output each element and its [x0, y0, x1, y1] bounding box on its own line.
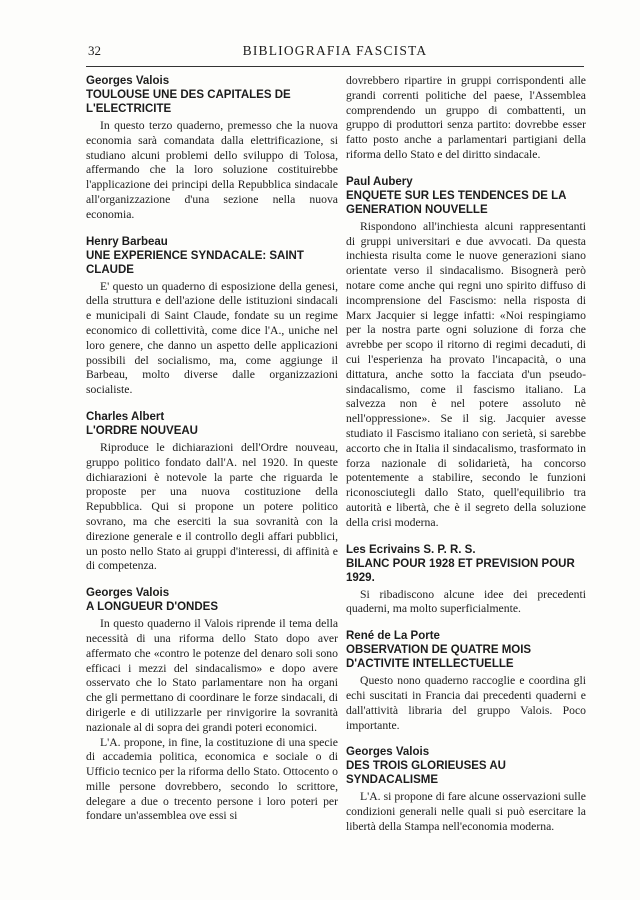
- entry-paragraph: L'A. si propone di fare alcune osservazioni sulle condizioni generali nelle quali si può esercitare la libertà della Stampa nell'economia moderna.: [346, 790, 586, 833]
- entry-author: Georges Valois: [346, 746, 430, 759]
- entry-title: L'ORDRE NOUVEAU: [86, 424, 198, 437]
- entry-paragraph: In questo terzo quaderno, premesso che la nuova economia sarà comandata dalla elettrificazione, si studiano alcuni problemi dello sviluppo di Tolosa, affermando che la loro soluzione costituirebbe l'applicazione dei principi della Repubblica sindacale all'organizzazione d'una sezione nella nuova economia.: [86, 119, 338, 221]
- entry-title: OBSERVATION DE QUATRE MOIS D'ACTIVITE INTELLECTUELLE: [346, 644, 532, 671]
- entry-author: René de La Porte: [346, 630, 440, 643]
- entry-title: UNE EXPERIENCE SYNDACALE: SAINT CLAUDE: [86, 249, 304, 276]
- entry-author: Georges Valois: [86, 75, 170, 87]
- entry-title: DES TROIS GLORIEUSES AU SYNDACALISME: [346, 760, 506, 787]
- review-entry: [86, 74, 338, 223]
- spacer: [346, 163, 586, 175]
- review-entry: [346, 175, 586, 531]
- review-entry: [86, 235, 338, 398]
- page-header: [88, 43, 582, 63]
- left-column: [86, 74, 338, 836]
- entry-paragraph: In questo quaderno il Valois riprende il tema della necessità di una riforma dello Stato dopo aver affermato che «contro le potenze del denaro soli sono efficaci i mezzi del sindacalismo» e dopo avere osservato che lo Stato parlamentare non ha organi che gli permettano di coordinare le forze sindacali, di dirigerle e di utilizzarle per rinvigorire la sovranità nazionale al di sopra dei grandi poteri economici.: [86, 617, 338, 734]
- running-title: BIBLIOGRAFIA FASCISTA: [242, 43, 428, 58]
- page-number: 32: [88, 43, 101, 58]
- entry-title: TOULOUSE UNE DES CAPITALES DE L'ELECTRICITE: [86, 89, 291, 115]
- entry-author: Georges Valois: [86, 587, 170, 600]
- entry-author: Henry Barbeau: [86, 235, 168, 248]
- entry-paragraph: L'A. propone, in fine, la costituzione di una specie di accademia politica, economica e sociale o di Ufficio tecnico per la riforma dello Stato. Ottocento o mille persone dovrebbero, secondo lo scrittore, delegare a due o trecento persone i loro poteri per fondare un'assemblea ove essi si: [86, 735, 338, 823]
- entry-paragraph: E' questo un quaderno di esposizione della genesi, della struttura e dell'azione delle istituzioni sindacali e municipali di Saint Claude, fondate su un regime economico di collettività, come dice l'A., uniche nel loro genere, che danno un aspetto delle applicazioni possibili del socialismo, ma, come aggiunge il Barbeau, molto diverse dalle organizzazioni socialiste.: [86, 279, 338, 397]
- entry-paragraph: Questo nono quaderno raccoglie e coordina gli echi suscitati in Francia dai precedenti quaderni e dall'attività libraria del gruppo Valois. Poco importante.: [346, 674, 586, 732]
- review-entry: [86, 586, 338, 824]
- entry-author: Paul Aubery: [346, 175, 413, 188]
- entry-paragraph: Rispondono all'inchiesta alcuni rappresentanti di gruppi universitari e due avvocati. Da questa inchiesta risulta come le nuove generazioni siano orientate verso il sindacalismo. Bisognerà però notare come anche qui regni uno spirito diffuso di incomprensione del Fascismo: nella risposta di Marx Jacquier si legge infatti: «Noi respingiamo per la nostra parte ogni soluzione di forza che avrebbe per scopo il ritorno di regimi decaduti, di cui l'esperienza ha provato l'incapacità, o una dittatura, anche sotto la facciata d'un pseudo-sindacalismo, come il fascismo italiano. La salvezza non è nel potere assoluto nè nell'oppressione». Se il sig. Jacquier avesse studiato il Fascismo italiano con serietà, si sarebbe accorto che in Italia il sindacalismo, trasformato in forza nazionale di solidarietà, ha concorso potentemente a stabilire, secondo le funzioni riconosciutegli dallo Stato, quell'equilibrio tra autorità e libertà, che è il segreto della soluzione della crisi moderna.: [346, 219, 586, 529]
- header-rule: [86, 66, 584, 67]
- entry-title: A LONGUEUR D'ONDES: [86, 601, 219, 614]
- entry-title: ENQUETE SUR LES TENDENCES DE LA GENERATION NOUVELLE: [346, 189, 567, 216]
- entry-author: Charles Albert: [86, 410, 165, 423]
- right-column: [346, 74, 586, 847]
- review-entry: [346, 629, 586, 733]
- entry-title: BILANC POUR 1928 ET PREVISION POUR 1929.: [346, 557, 575, 584]
- entry-paragraph: Riproduce le dichiarazioni dell'Ordre nouveau, gruppo politico fondato dall'A. nel 1920. In queste dichiarazioni è notevole la parte che riguarda le proposte per una nuova costituzione della Repubblica. Qui si propone un potere politico sovrano, ma che eserciti la sua sovranità con la direzione generale e il controllo degli affari pubblici, un posto nello Stato ai gruppi d'interessi, di affinità e di competenza.: [86, 440, 338, 573]
- review-entry: [86, 410, 338, 574]
- review-entry: [346, 543, 586, 618]
- continued-paragraph: dovrebbero ripartire in gruppi corrispondenti alle grandi correnti politiche del paese, l'Assemblea comprendendo un gruppo di combattenti, un gruppo di produttori senza partito: dovrebbe esser fatto posto anche a parlamentari partigiani della riforma dello Stato e del diritto sindacale.: [346, 74, 586, 161]
- entry-author: Les Ecrivains S. P. R. S.: [346, 543, 476, 556]
- review-entry: [346, 745, 586, 834]
- entry-paragraph: Si ribadiscono alcune idee dei precedenti quaderni, ma molto superficialmente.: [346, 587, 586, 616]
